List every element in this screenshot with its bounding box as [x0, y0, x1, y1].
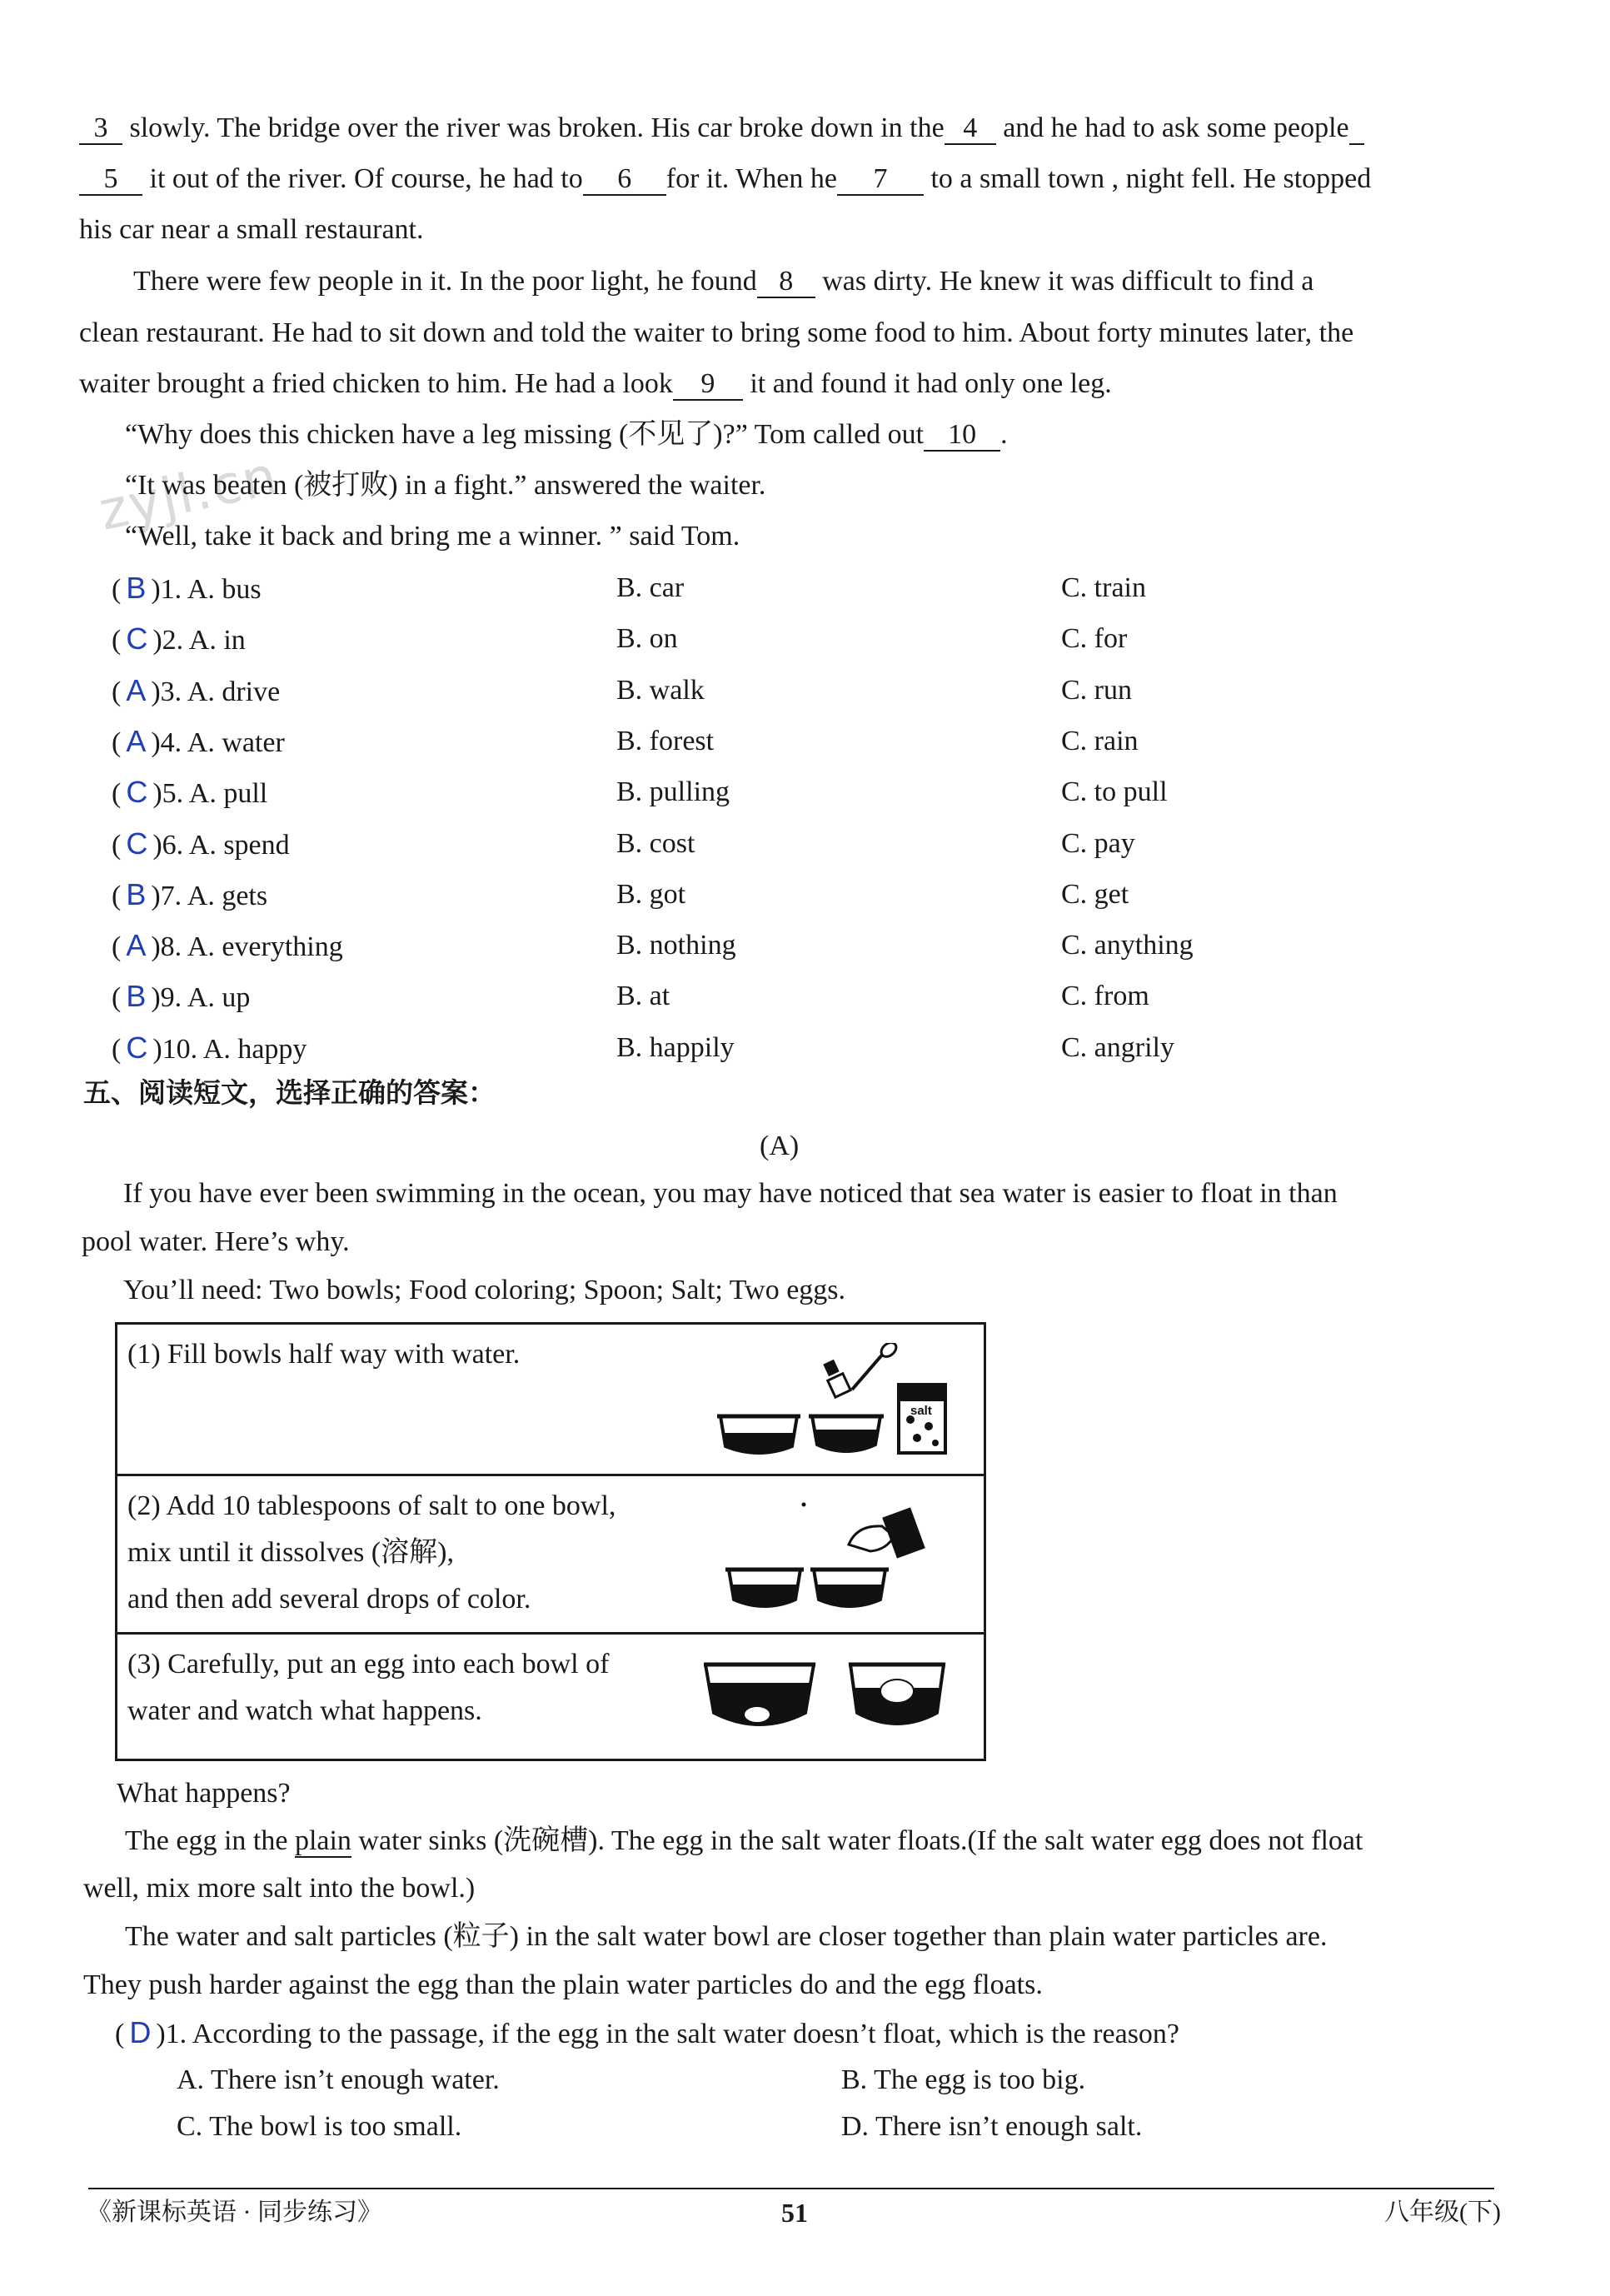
footer-book-title: 《新课标英语 · 同步练习》 [87, 2199, 382, 2226]
option-a: A. There isn’t enough water. [177, 2064, 500, 2095]
question-option-b: B. cost [616, 828, 695, 859]
question-option-a: ( B )7. A. gets [112, 877, 268, 911]
bowls-salt-spoon-illustration [714, 1343, 1039, 1468]
answer-mark: A [126, 673, 147, 707]
bowl-with-sunk-egg-icon [704, 1665, 815, 1724]
answer-mark: C [126, 826, 148, 861]
question-option-b: B. car [616, 572, 685, 603]
passage-a-line-2: pool water. Here’s why. [82, 1226, 350, 1257]
watermark: zyjl.cn [93, 445, 284, 543]
passage-line-4: There were few people in it. In the poor light, he found 8 was dirty. He knew it was difficult to find a [133, 266, 1314, 297]
question-option-c: C. from [1061, 981, 1149, 1011]
question-option-c: C. angrily [1061, 1032, 1174, 1063]
question-option-c: C. get [1061, 879, 1129, 910]
question-option-c: C. train [1061, 572, 1146, 603]
bowl-icon [809, 1416, 884, 1451]
passage-line-5: clean restaurant. He had to sit down and told the waiter to bring some food to him. About forty minutes later, the [79, 317, 1354, 348]
question-option-c: C. pay [1061, 828, 1135, 859]
salt-box-label: salt [910, 1404, 932, 1418]
what-happens-label: What happens? [117, 1778, 291, 1809]
question-option-b: B. forest [616, 726, 715, 756]
answer-mark: B [126, 571, 147, 605]
question-option-a: ( C )10. A. happy [112, 1031, 307, 1065]
section-heading: 五、阅读短文，选择正确的答案： [83, 1076, 496, 1109]
adding-salt-illustration [724, 1501, 1040, 1626]
question-option-b: B. walk [616, 675, 705, 706]
question-option-b: B. pulling [616, 776, 730, 807]
blank-5: 5 [79, 164, 142, 196]
explanation-line-1: The water and salt particles (粒子) in the salt water bowl are closer together than plain water particles are. [125, 1921, 1328, 1952]
bowl-icon [725, 1570, 804, 1606]
option-c: C. The bowl is too small. [177, 2111, 462, 2142]
passage-line-1: 3 slowly. The bridge over the river was broken. His car broke down in the 4 and he had to ask some people [79, 112, 1364, 145]
question-option-b: B. at [616, 981, 670, 1011]
blank-7: 7 [837, 164, 924, 196]
question-option-c: C. run [1061, 675, 1132, 706]
question-option-b: B. got [616, 879, 686, 910]
question-option-a: ( B )1. A. bus [112, 571, 262, 605]
explanation-line-2: They push harder against the egg than the plain water particles do and the egg floats. [83, 1969, 1043, 2000]
footer-rule [88, 2188, 1494, 2189]
blank-10: 10 [924, 420, 1000, 452]
answer-mark: C [126, 1031, 148, 1065]
passage-a-line-1: If you have ever been swimming in the ocean, you may have noticed that sea water is easier to float in than [123, 1178, 1338, 1209]
experiment-steps-table [115, 1322, 986, 1761]
question-option-b: B. happily [616, 1032, 735, 1063]
bowl-icon [810, 1570, 889, 1606]
step-3: (3) Carefully, put an egg into each bowl of water and watch what happens. [117, 1634, 985, 1760]
spoon-icon [852, 1343, 899, 1390]
passage-line-9: “Well, take it back and bring me a winner. ” said Tom. [125, 521, 740, 552]
passage-a-title: (A) [760, 1131, 800, 1161]
step-2: (2) Add 10 tablespoons of salt to one bowl, mix until it dissolves (溶解), and then add several drops of color. [117, 1475, 985, 1634]
question-option-a: ( B )9. A. up [112, 979, 251, 1013]
result-line-1: The egg in the plain water sinks (洗碗槽). The egg in the salt water floats.(If the salt water egg does not float [125, 1825, 1363, 1856]
question-option-a: ( A )4. A. water [112, 724, 285, 758]
blank-tail [1349, 113, 1364, 145]
question-option-a: ( C )5. A. pull [112, 775, 268, 809]
salt-box-icon [899, 1385, 945, 1453]
blank-9: 9 [673, 369, 743, 401]
answer-mark: A [126, 724, 147, 758]
question-option-b: B. nothing [616, 930, 736, 961]
blank-3: 3 [79, 113, 122, 145]
footer-grade: 八年级(下) [1384, 2199, 1501, 2226]
page-number: 51 [781, 2198, 808, 2228]
answer-mark: B [126, 979, 147, 1013]
passage-line-7: “Why does this chicken have a leg missing (不见了)?” Tom called out 10 . [125, 419, 1008, 450]
reading-question-1: ( D )1. According to the passage, if the egg in the salt water doesn’t float, which is the reason? [115, 2015, 1180, 2049]
answer-mark: C [126, 775, 148, 809]
answer-mark: C [126, 621, 148, 656]
blank-4: 4 [945, 113, 996, 145]
step-1: (1) Fill bowls half way with water. salt [117, 1324, 985, 1475]
question-option-a: ( A )3. A. drive [112, 673, 281, 707]
answer-mark: B [126, 877, 147, 911]
result-line-2: well, mix more salt into the bowl.) [83, 1873, 476, 1904]
question-option-c: C. to pull [1061, 776, 1168, 807]
answer-mark: D [129, 2015, 152, 2049]
blank-6: 6 [583, 164, 666, 196]
question-option-c: C. rain [1061, 726, 1139, 756]
bowl-with-floating-egg-icon [849, 1665, 945, 1724]
food-coloring-bottle-icon [823, 1360, 850, 1397]
question-option-c: C. anything [1061, 930, 1194, 961]
option-d: D. There isn’t enough salt. [841, 2111, 1143, 2142]
passage-line-3: his car near a small restaurant. [79, 214, 424, 245]
question-option-c: C. for [1061, 623, 1128, 654]
passage-line-8: “It was beaten (被打败) in a fight.” answered the waiter. [125, 470, 766, 501]
eggs-in-bowls-illustration [704, 1655, 987, 1754]
passage-line-6: waiter brought a fried chicken to him. He had a look 9 it and found it had only one leg. [79, 368, 1112, 399]
question-option-b: B. on [616, 623, 678, 654]
question-option-a: ( A )8. A. everything [112, 928, 343, 962]
question-option-a: ( C )6. A. spend [112, 826, 290, 861]
hand-pouring-salt-icon [802, 1503, 925, 1559]
passage-line-2: 5 it out of the river. Of course, he had to 6 for it. When he 7 to a small town , night fell. He stopped [79, 162, 1371, 196]
blank-8: 8 [757, 267, 815, 298]
question-option-a: ( C )2. A. in [112, 621, 246, 656]
bowl-icon [717, 1416, 800, 1453]
answer-mark: A [126, 928, 147, 962]
option-b: B. The egg is too big. [841, 2064, 1086, 2095]
materials-line: You’ll need: Two bowls; Food coloring; Spoon; Salt; Two eggs. [123, 1275, 846, 1305]
